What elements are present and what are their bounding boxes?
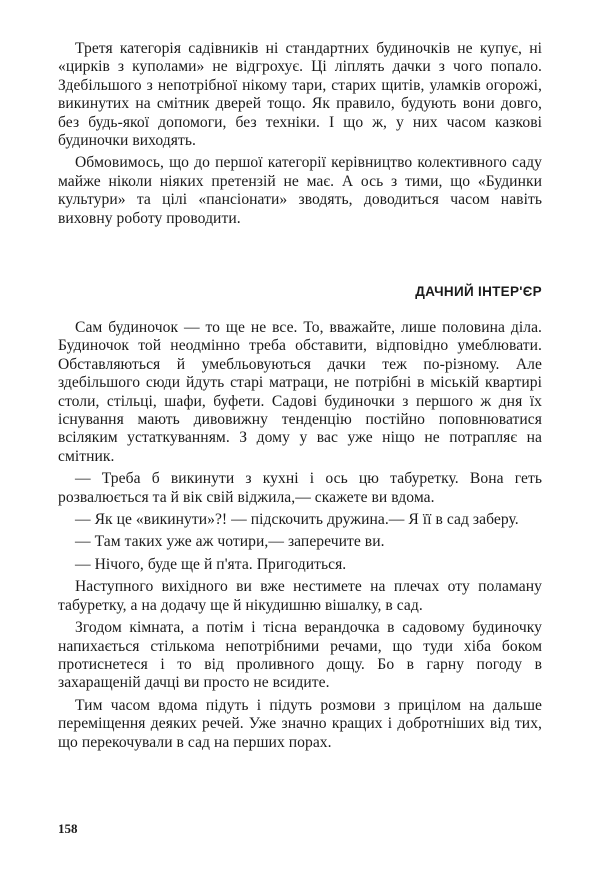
dialogue-line: — Нічого, буде ще й п'ята. Пригодиться. xyxy=(75,555,347,573)
dialogue-line: — Там таких уже аж чотири,— заперечите ви. xyxy=(75,533,385,551)
paragraph: Згодом кімната, а потім і тісна верандочка в садовому будиночку напихається стількома непотрібними речами, що туди хіба боком протиснетеся і то від проливного дощу. Бо в гарну погоду в захаращеній дачці ви просто не всидите. xyxy=(58,619,542,692)
paragraph: Сам будиночок — то ще не все. То, вважайте, лише половина діла. Будиночок той неодмінно треба обставити, відповідно умеблювати. Обставляються й умебльовуються дачки теж по-різному. Але здебільшого сюди йдуть старі матраци, не потрібні в міській квартирі столи, стільці, шафи, буфети. Садові будиночки з першого ж дня їх існування мають дивовижну тенденцію постійно поповнюватися всіляким устаткуванням. З дому у вас уже ніщо не потрапляє на смітник. xyxy=(58,319,542,465)
paragraph: Тим часом вдома підуть і підуть розмови з прицілом на дальше переміщення деяких речей. Уже значно кращих і добротніших від тих, що перекочували в сад на перших порах. xyxy=(58,696,542,751)
dialogue-line: — Як це «викинути»?! — підскочить дружина.— Я її в сад заберу. xyxy=(75,511,519,529)
section-heading: ДАЧНИЙ ІНТЕР'ЄР xyxy=(415,284,542,299)
paragraph: Обмовимось, що до першої категорії керівництво колективного саду майже ніколи ніяких претензій не має. А ось з тими, що «Будинки культури» та цілі «пансіонати» зводять, доводиться часом навіть виховну роботу проводити. xyxy=(58,154,542,227)
paragraph: Наступного вихідного ви вже нестимете на плечах оту поламану табуретку, а на додачу ще й нікудишню вішалку, в сад. xyxy=(58,578,542,614)
section-two xyxy=(58,319,542,752)
dialogue-line: — Треба б викинути з кухні і ось цю табуретку. Вона геть розвалюється та й вік свій віджила,— скажете ви вдома. xyxy=(58,470,542,506)
page-number: 158 xyxy=(58,821,78,836)
section-one xyxy=(58,40,542,228)
paragraph: Третя категорія садівників ні стандартних будиночків не купує, ні «цирків з куполами» не відгрохує. Ці ліплять дачки з чого попало. Здебільшого з непотрібної нікому тари, старих щитів, уламків огорожі, викинутих на смітник дверей тощо. Як правило, будують вони довго, без будь-якої допомоги, без техніки. І що ж, у них часом казкові будиночки виходять. xyxy=(58,40,542,150)
